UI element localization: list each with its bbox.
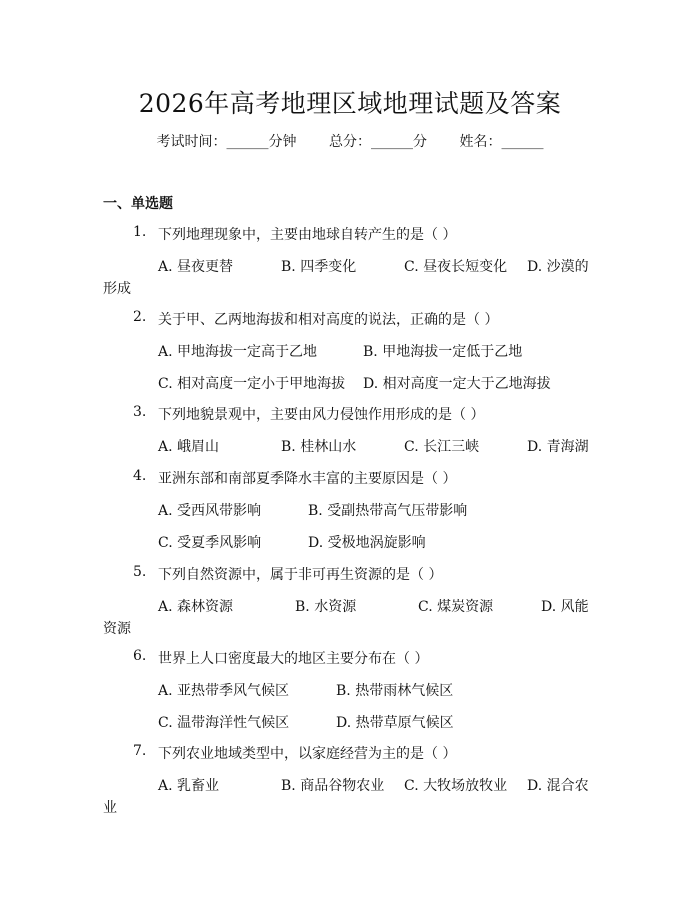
question-text: 世界上人口密度最大的地区主要分布在（ ） (158, 651, 429, 667)
option-a: A. 昼夜更替 (158, 259, 234, 275)
option-a: A. 受西风带影响 (158, 503, 262, 519)
option-c: C. 相对高度一定小于甲地海拔 (158, 376, 346, 392)
question-number: 5. (133, 564, 147, 580)
option-c: C. 受夏季风影响 (158, 535, 262, 551)
question-text: 下列自然资源中，属于非可再生资源的是（ ） (158, 567, 443, 583)
question-text: 下列地理现象中，主要由地球自转产生的是（ ） (158, 227, 457, 243)
question-text: 下列地貌景观中，主要由风力侵蚀作用形成的是（ ） (158, 407, 485, 423)
option-b: B. 四季变化 (281, 259, 357, 275)
option-d: D. 受极地涡旋影响 (308, 535, 426, 551)
option-a: A. 乳畜业 (158, 778, 220, 794)
exam-score-field: 总分：______分 (329, 134, 427, 150)
option-b: B. 热带雨林气候区 (336, 683, 454, 699)
option-b: B. 甲地海拔一定低于乙地 (363, 344, 523, 360)
exam-time-field: 考试时间：______分钟 (156, 134, 297, 150)
option-wrap: 形成 (103, 281, 131, 297)
option-c: C. 长江三峡 (404, 439, 480, 455)
option-wrap: 业 (103, 800, 117, 816)
option-d: D. 风能 (541, 599, 589, 615)
option-a: A. 峨眉山 (158, 439, 220, 455)
question-number: 6. (133, 648, 147, 664)
exam-meta (0, 131, 700, 151)
option-d: D. 相对高度一定大于乙地海拔 (363, 376, 551, 392)
option-b: B. 受副热带高气压带影响 (308, 503, 468, 519)
option-c: C. 大牧场放牧业 (404, 778, 508, 794)
option-d: D. 混合农 (527, 778, 589, 794)
option-b: B. 水资源 (295, 599, 357, 615)
option-c: C. 煤炭资源 (418, 599, 494, 615)
option-a: A. 甲地海拔一定高于乙地 (158, 344, 318, 360)
option-wrap: 资源 (103, 621, 131, 637)
question-text: 下列农业地域类型中，以家庭经营为主的是（ ） (158, 746, 457, 762)
option-c: C. 昼夜长短变化 (404, 259, 508, 275)
option-d: D. 热带草原气候区 (336, 715, 454, 731)
option-d: D. 沙漠的 (527, 259, 589, 275)
exam-title: 2026年高考地理区域地理试题及答案 (138, 89, 562, 118)
question-text: 关于甲、乙两地海拔和相对高度的说法，正确的是（ ） (158, 312, 499, 328)
question-number: 7. (133, 743, 147, 759)
option-d: D. 青海湖 (527, 439, 589, 455)
option-b: B. 商品谷物农业 (281, 778, 385, 794)
option-c: C. 温带海洋性气候区 (158, 715, 290, 731)
question-number: 2. (133, 309, 147, 325)
exam-name-field: 姓名：______ (459, 134, 544, 150)
option-a: A. 亚热带季风气候区 (158, 683, 290, 699)
option-b: B. 桂林山水 (281, 439, 357, 455)
question-number: 4. (133, 468, 147, 484)
question-number: 3. (133, 404, 147, 420)
question-number: 1. (133, 224, 147, 240)
section-heading: 一、单选题 (103, 196, 173, 212)
option-a: A. 森林资源 (158, 599, 234, 615)
question-text: 亚洲东部和南部夏季降水丰富的主要原因是（ ） (158, 471, 457, 487)
